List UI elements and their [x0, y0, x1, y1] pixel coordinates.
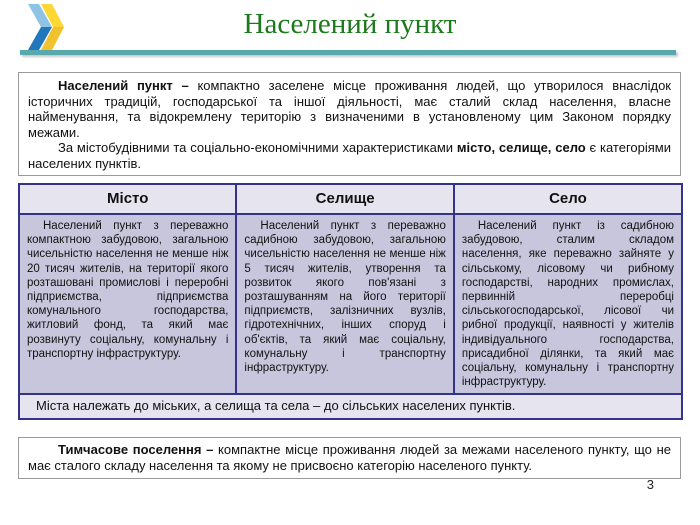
temporary-settlement-note-box [18, 437, 681, 479]
column-header-village: Село [455, 185, 681, 215]
cell-village-definition: Населений пункт із садибною забудовою, сталим складом населення, яке переважно зайняте у сільському, лісовому чи рибному господарстві, народних промислах, первинній переробці сільськогосподарської, лісової чи рибної продукції, наявності у жителів індивідуального господарства, присадибної ділянки, та який має соціальну, комунальну і транспортну інфраструктуру. [455, 215, 681, 393]
table-footer-note: Міста належать до міських, а селища та села – до сільських населених пунктів. [20, 393, 681, 418]
definition-paragraph-1: Населений пункт – компактно заселене місце проживання людей, що утворилося внаслідок історичних традицій, господарської та іншої діяльності, має сталий склад населення, власне найменування, та відокремлену територію з визначеними в установленому цим Законом порядку межами. [28, 78, 671, 140]
cell-township-definition: Населений пункт з переважно садибною забудовою, загальною чисельністю населення не менше ніж 5 тисяч жителів, утворення та розвиток якого пов'язані з розташуванням на його території підприємств, залізничних вузлів, гідротехнічних, інших споруд і об'єктів, та який має соціальну, комунальну і транспортну інфраструктуру. [237, 215, 454, 393]
temporary-settlement-term: Тимчасове поселення – [58, 442, 219, 457]
title-underline-rule [20, 50, 676, 55]
temporary-settlement-paragraph: Тимчасове поселення – компактне місце проживання людей за межами населеного пункту, що не має сталого складу населення та якому не присвоєно категорію населеного пункту. [28, 442, 672, 473]
page-title: Населений пункт [243, 8, 457, 40]
definition-term: Населений пункт – [58, 78, 198, 93]
settlement-categories-term: місто, селище, село [456, 140, 586, 156]
column-header-city: Місто [20, 185, 237, 215]
page-number: 3 [646, 477, 654, 492]
column-header-township: Селище [237, 185, 454, 215]
settlement-types-table [18, 183, 683, 420]
definition-paragraph-2: За містобудівними та соціально-економічними характеристиками місто, селище, село є категоріями населених пунктів. [28, 140, 671, 171]
cell-city-definition: Населений пункт з переважно компактною забудовою, загальною чисельністю населення не менше ніж 20 тисяч жителів, на території якого розташовані промислові і переробні підприємства, підприємства комунального господарства, житловий фонд, та який має розвинуту соціальну, комунальну і транспортну інфраструктуру. [20, 215, 237, 393]
settlement-definition-box [18, 72, 681, 176]
